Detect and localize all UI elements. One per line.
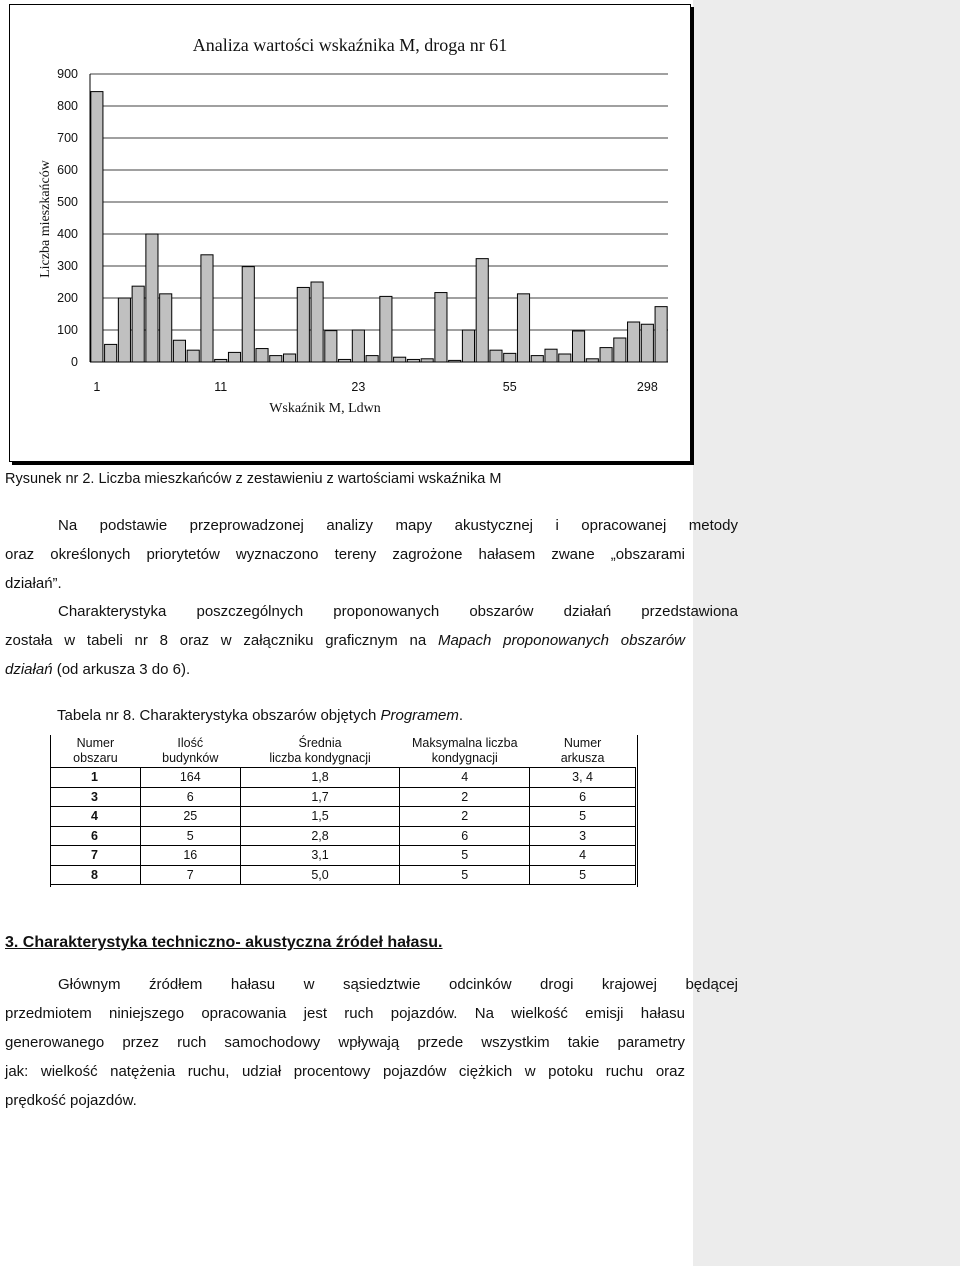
table-cell: 5 [140,826,240,846]
y-tick-label: 200 [57,291,78,305]
bar [545,349,557,362]
table-cell: 6 [400,826,530,846]
y-tick-label: 100 [57,323,78,337]
table-row [51,826,636,846]
table-cell: 3, 4 [530,768,636,788]
paragraph-1-line-3: działań”. [5,575,62,592]
table-row [51,807,636,827]
bar [655,307,667,362]
bar [421,359,433,362]
y-tick-label: 400 [57,227,78,241]
bar [531,356,543,362]
bar [173,340,185,362]
section-heading: 3. Charakterystyka techniczno- akustyczna źródeł hałasu. [5,934,443,951]
bar [366,356,378,362]
table-cell: 5 [400,865,530,885]
paragraph-1-line-1: Na podstawie przeprowadzonej analizy mapy akustycznej i opracowanej metody [58,517,738,534]
table-cell: 2 [400,807,530,827]
table-header-cell: Maksymalna liczba kondygnacji [411,736,518,765]
bar [407,359,419,362]
table-cell: 164 [140,768,240,788]
table-cell: 6 [530,787,636,807]
table-cell: 1,7 [240,787,400,807]
table-header-cell: Numer obszaru [73,736,118,765]
table-cell: 2,8 [240,826,400,846]
table-cell: 5 [400,846,530,866]
chart-title: Analiza wartości wskaźnika M, droga nr 61 [192,35,508,55]
paragraph-2-line-3-text: (od arkusza 3 do 6). [52,661,191,678]
comment-margin [693,0,960,1266]
chart-y-axis-label: Liczba mieszkańców [38,160,53,278]
table-cell: 7 [51,846,141,866]
paragraph-3-line-5: prędkość pojazdów. [5,1092,137,1109]
bar [352,330,364,362]
bar [600,348,612,362]
y-tick-label: 800 [57,99,78,113]
bar [339,359,351,362]
paragraph-3-line-3: generowanego przez ruch samochodowy wpływają przede wszystkim takie parametry [5,1034,685,1051]
table-row [51,865,636,885]
table-cell: 3,1 [240,846,400,866]
bar [435,293,447,362]
table-cell: 5,0 [240,865,400,885]
bar [394,357,406,362]
table-cell: 16 [140,846,240,866]
bar [325,331,337,362]
bar [559,354,571,362]
paragraph-3-line-2: przedmiotem niniejszego opracowania jest ruch pojazdów. Na wielkość emisji hałasu [5,1005,685,1022]
table-cell: 6 [51,826,141,846]
table-cell: 6 [140,787,240,807]
bar [105,344,117,362]
paragraph-1-line-2: oraz określonych priorytetów wyznaczono tereny zagrożone hałasem zwane „obszarami [5,546,685,563]
paragraph-2-line-2-italic: Mapach proponowanych obszarów [437,632,685,649]
paragraph-2-line-2-text: została w tabeli nr 8 oraz w załączniku graficznym na [5,632,438,649]
table-cell: 8 [51,865,141,885]
table-cell: 3 [51,787,141,807]
bar [160,294,172,362]
table-header-cell: Ilość budynków [162,736,219,765]
bar [462,330,474,362]
x-tick-label: 298 [636,380,658,394]
paragraph-3-line-4: jak: wielkość natężenia ruchu, udział procentowy pojazdów ciężkich w potoku ruchu oraz [5,1063,685,1080]
table-row [51,846,636,866]
table-caption [57,707,463,724]
paragraph-2-line-3 [5,656,685,685]
table-header-cell: Średnia liczba kondygnacji [269,736,371,765]
bar [91,92,103,362]
bar [118,298,130,362]
bar [380,296,392,362]
table-cell: 1,5 [240,807,400,827]
x-tick-label: 1 [93,380,101,394]
bar [270,356,282,362]
bar [228,352,240,362]
y-tick-label: 900 [57,67,78,81]
bar-chart [9,4,691,462]
table-caption-italic: Programem [380,707,459,724]
bar [449,360,461,362]
bar [586,359,598,362]
bar [146,234,158,362]
paragraph-3-line-1: Głównym źródłem hałasu w sąsiedztwie odcinków drogi krajowej będącej [58,976,738,993]
bar [215,359,227,362]
bar [297,287,309,362]
y-tick-label: 500 [57,195,78,209]
figure-caption: Rysunek nr 2. Liczba mieszkańców z zestawieniu z wartościami wskaźnika M [5,471,502,487]
table-cell: 4 [400,768,530,788]
table-cell: 2 [400,787,530,807]
paragraph-2-line-3-italic: działań [5,661,53,678]
table-row [51,768,636,788]
bar [628,322,640,362]
chart-plot [10,5,690,461]
table-header-cell: Numer arkusza [560,736,605,765]
bar [283,354,295,362]
y-tick-label: 300 [57,259,78,273]
bar [572,331,584,362]
table-cell: 4 [51,807,141,827]
y-tick-label: 600 [57,163,78,177]
x-tick-label: 11 [214,380,228,394]
bar [187,350,199,362]
bar [132,286,144,362]
table-cell: 4 [530,846,636,866]
bar [614,338,626,362]
x-tick-label: 55 [502,380,517,394]
table-cell: 3 [530,826,636,846]
chart-x-axis-label: Wskaźnik M, Ldwn [269,401,381,416]
bar [311,282,323,362]
bar [504,353,516,362]
bar [517,294,529,362]
areas-table [50,735,636,885]
y-tick-label: 700 [57,131,78,145]
bar [476,259,488,362]
table-cell: 1 [51,768,141,788]
bar [242,267,254,362]
y-tick-label: 0 [71,355,78,369]
bar [641,324,653,362]
paragraph-2-line-1: Charakterystyka poszczególnych proponowanych obszarów działań przedstawiona [58,603,738,620]
table-cell: 1,8 [240,768,400,788]
bar [201,255,213,362]
x-tick-label: 23 [351,380,366,394]
table-caption-text: Tabela nr 8. Charakterystyka obszarów objętych [57,707,381,724]
paragraph-2-line-2 [5,627,685,656]
bar [490,350,502,362]
table-cell: 5 [530,807,636,827]
table-header-row [51,735,636,768]
table-cell: 7 [140,865,240,885]
table-row [51,787,636,807]
bar [256,349,268,362]
table-cell: 25 [140,807,240,827]
table-caption-suffix: . [458,707,464,724]
table-cell: 5 [530,865,636,885]
